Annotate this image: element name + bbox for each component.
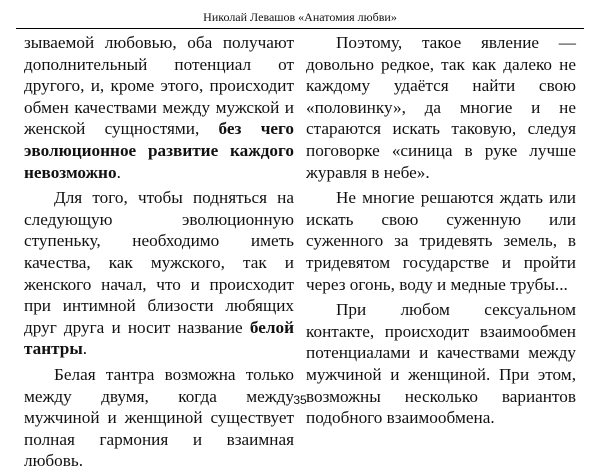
paragraph — [306, 299, 576, 429]
text-run: . — [116, 162, 121, 182]
paragraph — [306, 187, 576, 295]
paragraph — [24, 32, 294, 183]
running-header: Николай Левашов «Анатомия любви» — [16, 6, 584, 29]
paragraph — [24, 364, 294, 472]
text-run: При любом сексуальном контакте, происходит взаимообмен потенциалами и качествами между мужчиной и женщиной. При этом, возможны несколько вариантов подобного взаимообмена. — [306, 300, 576, 428]
text-run: зываемой любовью, оба получают дополнительный потенциал от другого, и, кроме этого, происходит обмен качествами между мужской и женской сущностями, — [24, 33, 294, 139]
bold-text-run: белой тантры — [24, 317, 294, 359]
text-run: Для того, чтобы подняться на следующую эволюционную ступеньку, необходимо иметь качества, как мужского, так и женского начал, что и происходит при интимной близости любящих друг друга и носит название — [24, 188, 294, 337]
text-run: Белая тантра возможна только между двумя, когда между мужчиной и женщиной существует полная гармония и взаимная любовь. — [24, 364, 294, 471]
paragraph — [306, 32, 576, 183]
text-run: Поэтому, такое явление — довольно редкое, так как далеко не каждому удаётся найти свою «половинку», да многие и не стараются искать таковую, следуя поговорке «синица в руке лучше журавля в небе». — [306, 33, 576, 182]
paragraph — [24, 187, 294, 360]
text-run: Не многие решаются ждать или искать свою суженную или суженного за тридевять земель, в тридевятом государстве и пройти через огонь, воду и медные трубы... — [306, 188, 576, 294]
right-column — [306, 32, 576, 429]
text-run: . — [82, 339, 88, 359]
page-number: 35 — [293, 393, 307, 407]
bold-text-run: без чего эволюционное развитие каждого невозможно — [24, 119, 295, 182]
